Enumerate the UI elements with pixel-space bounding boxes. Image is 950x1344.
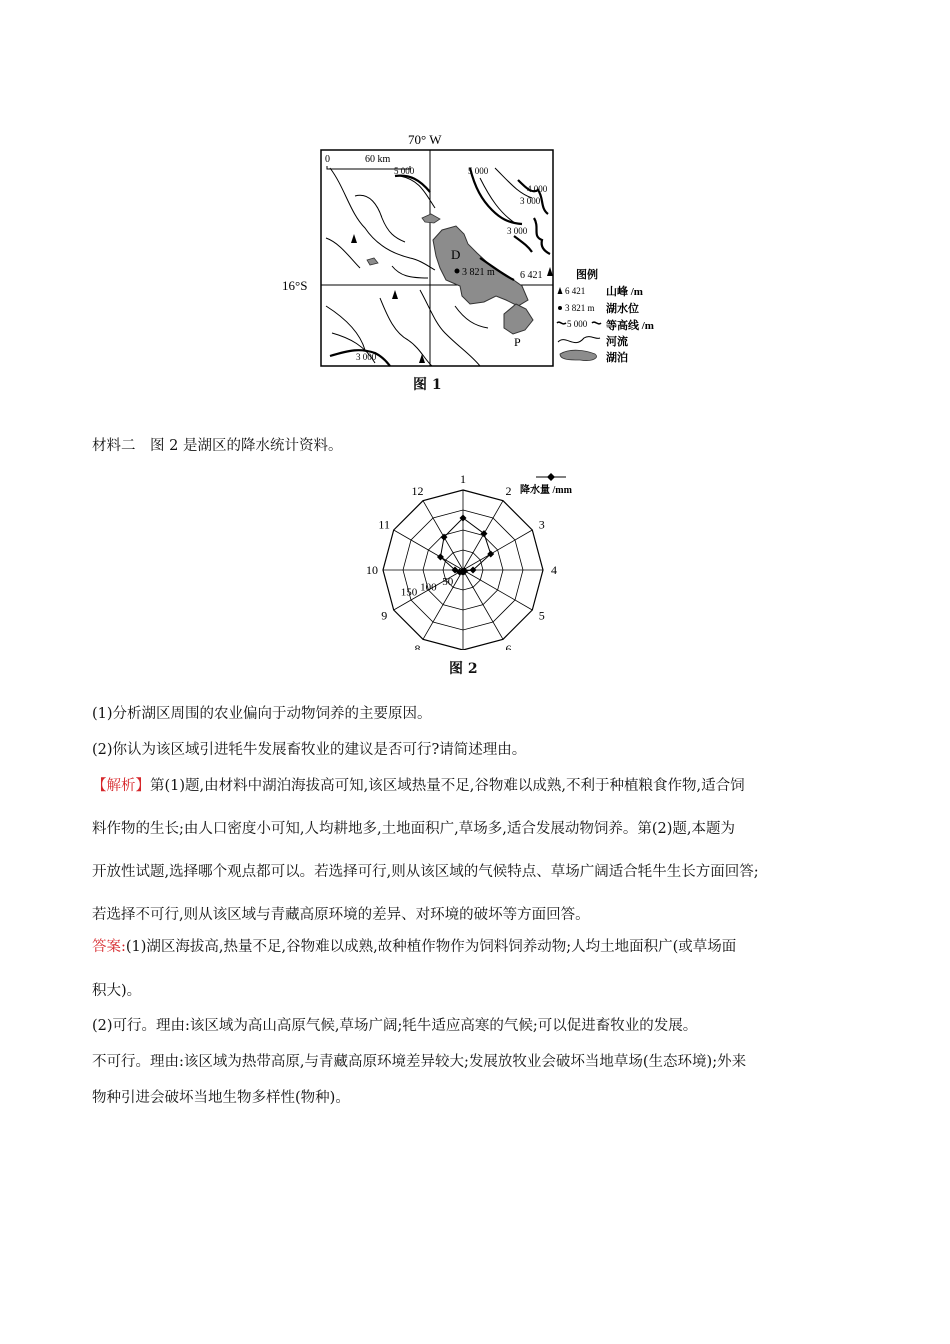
legend-lake-icon bbox=[560, 350, 597, 360]
radar-spoke bbox=[463, 570, 503, 639]
category-label: 5 bbox=[538, 608, 545, 623]
legend-peak-icon bbox=[558, 287, 563, 294]
peak-icon bbox=[351, 234, 357, 243]
series-line bbox=[441, 518, 491, 572]
answer-line-text: (1)湖区海拔高,热量不足,谷物难以成熟,故种植作物作为饲料饲养动物;人均土地面积广(或草场面 bbox=[125, 939, 737, 955]
legend-level-label: 湖水位 bbox=[606, 303, 639, 315]
analysis-line-text: 第(1)题,由材料中湖泊海拔高可知,该区域热量不足,谷物难以成熟,不利于种植粮食作物,适合饲 bbox=[150, 778, 745, 794]
category-label: 2 bbox=[505, 484, 512, 499]
legend-river-label: 河流 bbox=[606, 336, 628, 348]
lake-level-text: 3 821 m bbox=[462, 267, 495, 278]
legend-title: 图例 bbox=[576, 269, 598, 281]
lake-small-north bbox=[422, 214, 440, 223]
contour-label: 3 000 bbox=[507, 226, 528, 236]
category-label: 4 bbox=[551, 563, 557, 577]
question-1: (1)分析湖区周围的农业偏向于动物饲养的主要原因。 bbox=[92, 706, 432, 722]
radar-category-labels bbox=[366, 472, 557, 650]
answer-line: (2)可行。理由:该区域为高山高原气候,草场广阔;牦牛适应高寒的气候;可以促进畜牧业的发展。 bbox=[92, 1018, 698, 1034]
legend-lake-label: 湖泊 bbox=[606, 352, 628, 364]
map-legend bbox=[557, 267, 654, 364]
lake-d bbox=[433, 226, 528, 306]
peak-value: 6 421 bbox=[520, 270, 543, 281]
meridian-label: 70° W bbox=[408, 132, 442, 147]
legend-peak-value: 6 421 bbox=[565, 286, 586, 296]
lake-level-dot bbox=[455, 269, 460, 274]
radial-tick-label: 50 bbox=[442, 576, 454, 589]
scale-text: 60 km bbox=[365, 154, 391, 165]
category-label: 11 bbox=[378, 517, 390, 532]
question-2: (2)你认为该区域引进牦牛发展畜牧业的建议是否可行?请简述理由。 bbox=[92, 742, 527, 758]
legend-level-value: 3 821 m bbox=[565, 303, 595, 313]
legend-river-icon bbox=[558, 337, 600, 343]
figure-2-caption: 图 2 bbox=[449, 661, 478, 677]
answer-line: 积大)。 bbox=[92, 983, 142, 999]
point-p-label: P bbox=[514, 335, 521, 349]
legend-contour-icon bbox=[557, 322, 566, 324]
answer-line bbox=[92, 937, 736, 957]
analysis-tag: 【解析】 bbox=[92, 778, 150, 794]
analysis-line: 料作物的生长;由人口密度小可知,人均耕地多,土地面积广,草场多,适合发展动物饲养。第(2)题,本题为 bbox=[92, 821, 735, 837]
radar-series bbox=[437, 515, 494, 576]
analysis-line: 开放性试题,选择哪个观点都可以。若选择可行,则从该区域的气候特点、草场广阔适合牦牛生长方面回答; bbox=[92, 864, 759, 880]
radial-tick-label: 100 bbox=[420, 581, 437, 594]
answer-tag: 答案: bbox=[92, 939, 126, 955]
peak-icon bbox=[392, 290, 398, 299]
category-label: 3 bbox=[538, 517, 545, 532]
legend-level-dot bbox=[558, 306, 562, 310]
radar-spoke bbox=[394, 530, 463, 570]
lake-small-west bbox=[367, 258, 378, 265]
legend-contour-value: 5 000 bbox=[567, 319, 588, 329]
material-2-text: 材料二 图 2 是湖区的降水统计资料。 bbox=[92, 438, 343, 454]
category-label: 12 bbox=[411, 484, 424, 499]
radar-svg bbox=[360, 470, 600, 650]
lake-small-south bbox=[504, 304, 533, 334]
radar-tick-labels bbox=[401, 576, 454, 598]
contour-label: 3 000 bbox=[520, 196, 541, 206]
contour-label: 3 000 bbox=[356, 352, 377, 362]
latitude-label: 16°S bbox=[282, 278, 308, 293]
contour-label: 4 000 bbox=[527, 184, 548, 194]
radar-spoke bbox=[463, 530, 532, 570]
peak-icon bbox=[547, 267, 553, 276]
legend-peak-label: 山峰 /m bbox=[606, 286, 643, 298]
answer-line: 物种引进会破坏当地生物多样性(物种)。 bbox=[92, 1090, 350, 1106]
chart-legend-label: 降水量 /mm bbox=[520, 485, 572, 496]
lake-d-label: D bbox=[451, 247, 461, 262]
radial-tick-label: 150 bbox=[400, 586, 418, 599]
map-svg bbox=[270, 128, 670, 398]
rivers bbox=[326, 168, 532, 366]
peak-icon bbox=[419, 354, 425, 363]
category-label: 9 bbox=[381, 608, 388, 623]
radar-spoke bbox=[463, 570, 532, 610]
analysis-line bbox=[92, 776, 745, 796]
answer-line: 不可行。理由:该区域为热带高原,与青藏高原环境差异较大;发展放牧业会破坏当地草场(生态环境);外来 bbox=[92, 1054, 747, 1070]
legend-contour-label: 等高线 /m bbox=[606, 320, 654, 332]
contour-label: 5 000 bbox=[394, 166, 415, 176]
figure-2-radar-chart bbox=[360, 470, 600, 650]
category-label: 1 bbox=[460, 472, 466, 486]
figure-1-map bbox=[270, 128, 670, 398]
category-label: 8 bbox=[414, 641, 421, 650]
legend-marker bbox=[547, 473, 555, 481]
contour-label: 5 000 bbox=[468, 166, 489, 176]
category-label: 10 bbox=[366, 563, 378, 577]
figure-1-caption: 图 1 bbox=[413, 377, 442, 393]
scale-zero: 0 bbox=[325, 154, 330, 165]
analysis-line: 若选择不可行,则从该区域与青藏高原环境的差异、对环境的破坏等方面回答。 bbox=[92, 907, 590, 923]
category-label: 6 bbox=[505, 641, 512, 650]
